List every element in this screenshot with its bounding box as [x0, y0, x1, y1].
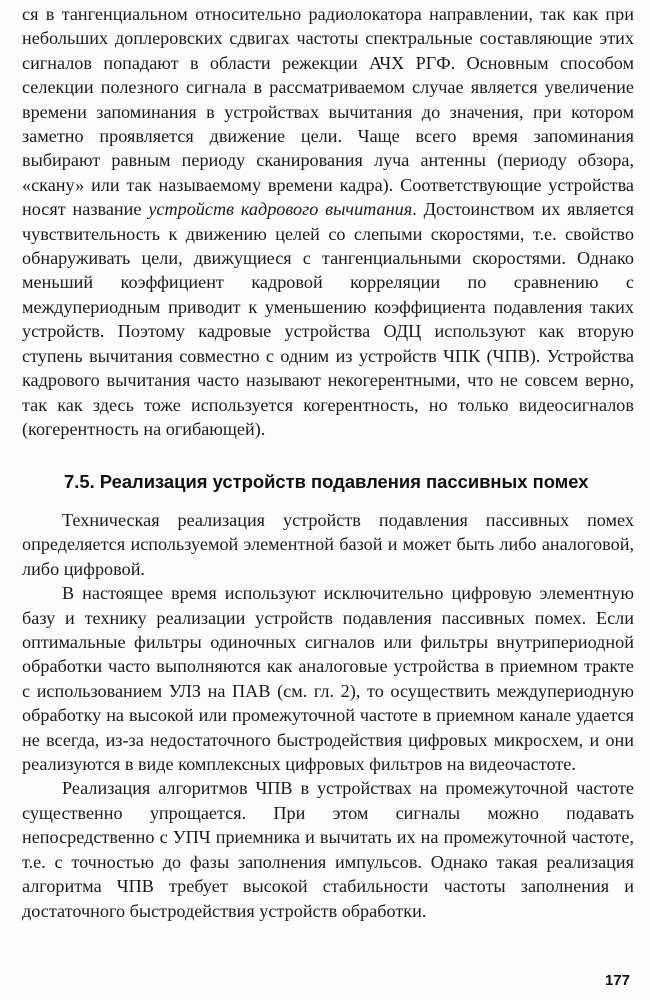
section-body — [22, 508, 634, 923]
page-number: 177 — [604, 972, 630, 989]
intro-text-part1: ся в тангенциальном относительно радиолокатора направлении, так как при небольших доплеровских сдвигах частоты спектральные составляющие этих сигналов попадают в области режекции АЧХ РГФ. Основным способом селекции полезного сигнала в рассматриваемом случае является увеличение времени запоминания в устройствах вычитания до значения, при котором заметно проявляется движение цели. Чаще всего время запоминания выбирают равным периоду сканирования луча антенны (периоду обзора, «скану» или так называемому времени кадра). Соответствующие устройства носят название — [22, 4, 634, 220]
paragraph-1: Техническая реализация устройств подавления пассивных помех определяется используемой элементной базой и может быть либо аналоговой, либо цифровой. — [22, 510, 634, 579]
intro-text-part2: . Достоинством их является чувствительность к движению целей со слепыми скоростями, т.е. свойство обнаруживать цели, движущиеся с тангенциальными скоростями. Однако меньший коэффициент кадровой корреляции по сравнению с междупериодным приводит к уменьшению коэффициента подавления таких устройств. Поэтому кадровые устройства ОДЦ используют как вторую ступень вычитания совместно с одним из устройств ЧПК (ЧПВ). Устройства кадрового вычитания часто называют некогерентными, что не совсем верно, так как здесь тоже используется когерентность, но только видеосигналов (когерентность на огибающей). — [22, 199, 634, 439]
paragraph-2: В настоящее время используют исключительно цифровую элементную базу и технику реализации устройств подавления пассивных помех. Если оптимальные фильтры одиночных сигналов или фильтры внутрипериодной обработки часто выполняются как аналоговые устройства в приемном тракте с использованием УЛЗ на ПАВ (см. гл. 2), то осуществить междупериодную обработку на высокой или промежуточной частоте в приемном канале удается не всегда, из-за недостаточного быстродействия цифровых микросхем, и они реализуются в виде комплексных цифровых фильтров на видеочастоте. — [22, 583, 634, 775]
section-heading: 7.5. Реализация устройств подавления пассивных помех — [64, 471, 589, 492]
paragraph-continued — [22, 2, 634, 441]
paragraph-3: Реализация алгоритмов ЧПВ в устройствах на промежуточной частоте существенно упрощается. При этом сигналы можно подавать непосредственно с УПЧ приемника и вычитать их на промежуточной частоте, т.е. с точностью до фазы заполнения импульсов. Однако такая реализация алгоритма ЧПВ требует высокой стабильности частоты заполнения и достаточного быстродействия устройств обработки. — [22, 778, 634, 921]
italic-term: устройств кадрового вычитания — [148, 199, 413, 220]
intro-paragraph — [22, 2, 634, 441]
